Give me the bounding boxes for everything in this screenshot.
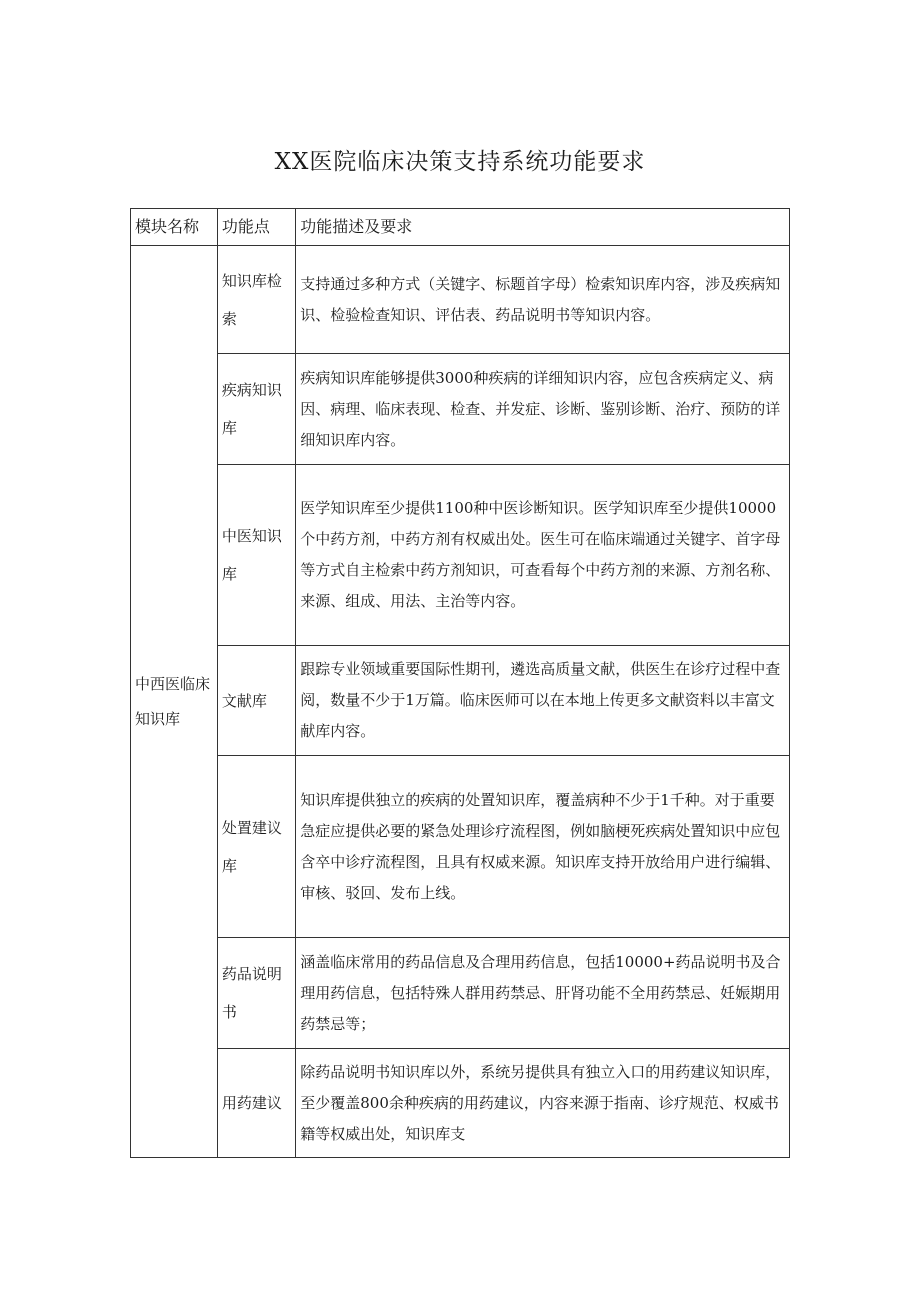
table-row — [131, 246, 790, 354]
function-cell: 用药建议 — [217, 1049, 295, 1158]
table-row — [131, 756, 790, 938]
description-cell: 医学知识库至少提供1100种中医诊断知识。医学知识库至少提供10000个中药方剂，中药方剂有权威出处。医生可在临床端通过关键字、首字母等方式自主检索中药方剂知识，可查看每个中药方剂的来源、方剂名称、来源、组成、用法、主治等内容。 — [296, 465, 790, 646]
function-cell: 处置建议库 — [217, 756, 295, 938]
function-cell: 知识库检索 — [217, 246, 295, 354]
table-row — [131, 465, 790, 646]
description-cell: 支持通过多种方式（关键字、标题首字母）检索知识库内容，涉及疾病知识、检验检查知识、评估表、药品说明书等知识内容。 — [296, 246, 790, 354]
page-title: XX医院临床决策支持系统功能要求 — [274, 149, 646, 175]
table-header-row — [131, 209, 790, 246]
requirements-table — [130, 208, 790, 1158]
table-row — [131, 646, 790, 756]
module-cell: 中西医临床知识库 — [131, 246, 218, 1158]
description-cell: 除药品说明书知识库以外，系统另提供具有独立入口的用药建议知识库，至少覆盖800余种疾病的用药建议，内容来源于指南、诊疗规范、权威书籍等权威出处，知识库支 — [296, 1049, 790, 1158]
table-row — [131, 938, 790, 1049]
function-cell: 药品说明书 — [217, 938, 295, 1049]
function-cell: 中医知识库 — [217, 465, 295, 646]
description-cell: 知识库提供独立的疾病的处置知识库，覆盖病种不少于1千种。对于重要急症应提供必要的紧急处理诊疗流程图，例如脑梗死疾病处置知识中应包含卒中诊疗流程图，且具有权威来源。知识库支持开放给用户进行编辑、审核、驳回、发布上线。 — [296, 756, 790, 938]
header-function: 功能点 — [217, 209, 295, 246]
header-description: 功能描述及要求 — [296, 209, 790, 246]
description-cell: 涵盖临床常用的药品信息及合理用药信息，包括10000+药品说明书及合理用药信息，包括特殊人群用药禁忌、肝肾功能不全用药禁忌、妊娠期用药禁忌等； — [296, 938, 790, 1049]
table-row — [131, 1049, 790, 1158]
table-row — [131, 354, 790, 465]
function-cell: 文献库 — [217, 646, 295, 756]
function-cell: 疾病知识库 — [217, 354, 295, 465]
description-cell: 疾病知识库能够提供3000种疾病的详细知识内容，应包含疾病定义、病因、病理、临床表现、检查、并发症、诊断、鉴别诊断、治疗、预防的详细知识库内容。 — [296, 354, 790, 465]
description-cell: 跟踪专业领域重要国际性期刊，遴选高质量文献，供医生在诊疗过程中查阅，数量不少于1万篇。临床医师可以在本地上传更多文献资料以丰富文献库内容。 — [296, 646, 790, 756]
header-module: 模块名称 — [131, 209, 218, 246]
